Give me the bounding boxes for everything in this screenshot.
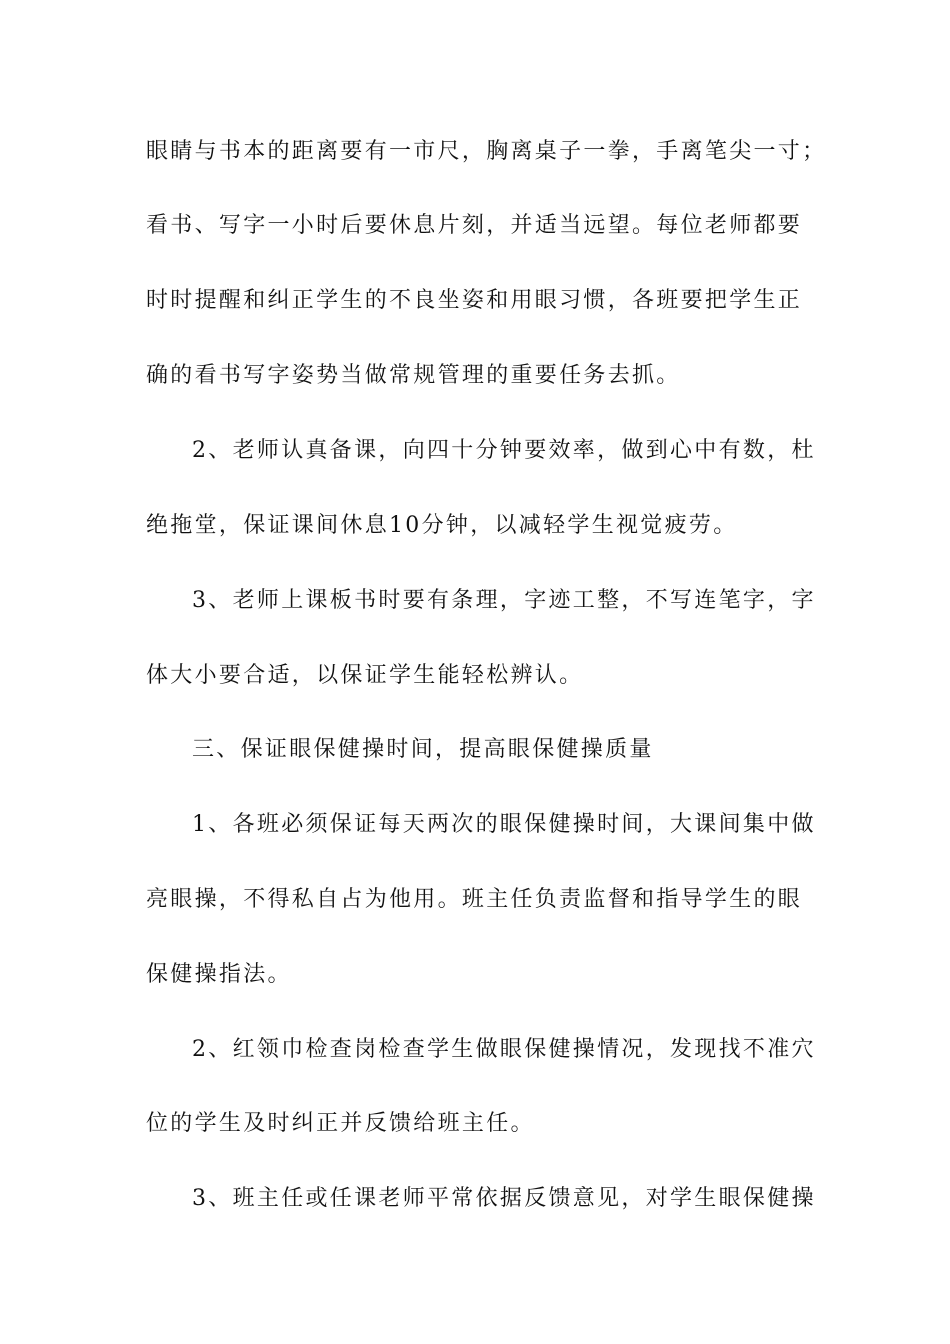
body-text-line: 看书、写字一小时后要休息片刻，并适当远望。每位老师都要 bbox=[146, 213, 803, 238]
item-3-start: 3、班主任或任课老师平常依据反馈意见，对学生眼保健操 bbox=[192, 1186, 816, 1211]
paragraph-2-start: 2、老师认真备课，向四十分钟要效率，做到心中有数，杜 bbox=[192, 438, 816, 463]
body-text-line: 时时提醒和纠正学生的不良坐姿和用眼习惯，各班要把学生正 bbox=[146, 288, 803, 313]
body-text-line: 亮眼操，不得私自占为他用。班主任负责监督和指导学生的眼 bbox=[146, 887, 803, 912]
body-text-line: 眼睛与书本的距离要有一市尺，胸离桌子一拳，手离笔尖一寸； bbox=[146, 139, 827, 164]
body-text-line: 确的看书写字姿势当做常规管理的重要任务去抓。 bbox=[146, 363, 681, 388]
body-text-line: 体大小要合适，以保证学生能轻松辨认。 bbox=[146, 663, 584, 688]
item-1-start: 1、各班必须保证每天两次的眼保健操时间，大课间集中做 bbox=[192, 812, 816, 837]
section-heading: 三、保证眼保健操时间，提高眼保健操质量 bbox=[192, 737, 654, 762]
paragraph-3-start: 3、老师上课板书时要有条理，字迹工整，不写连笔字，字 bbox=[192, 588, 816, 613]
body-text-line: 位的学生及时纠正并反馈给班主任。 bbox=[146, 1111, 535, 1136]
item-2-start: 2、红领巾检查岗检查学生做眼保健操情况，发现找不准穴 bbox=[192, 1037, 816, 1062]
body-text-line: 绝拖堂，保证课间休息10分钟，以减轻学生视觉疲劳。 bbox=[146, 513, 738, 538]
body-text-line: 保健操指法。 bbox=[146, 962, 292, 987]
